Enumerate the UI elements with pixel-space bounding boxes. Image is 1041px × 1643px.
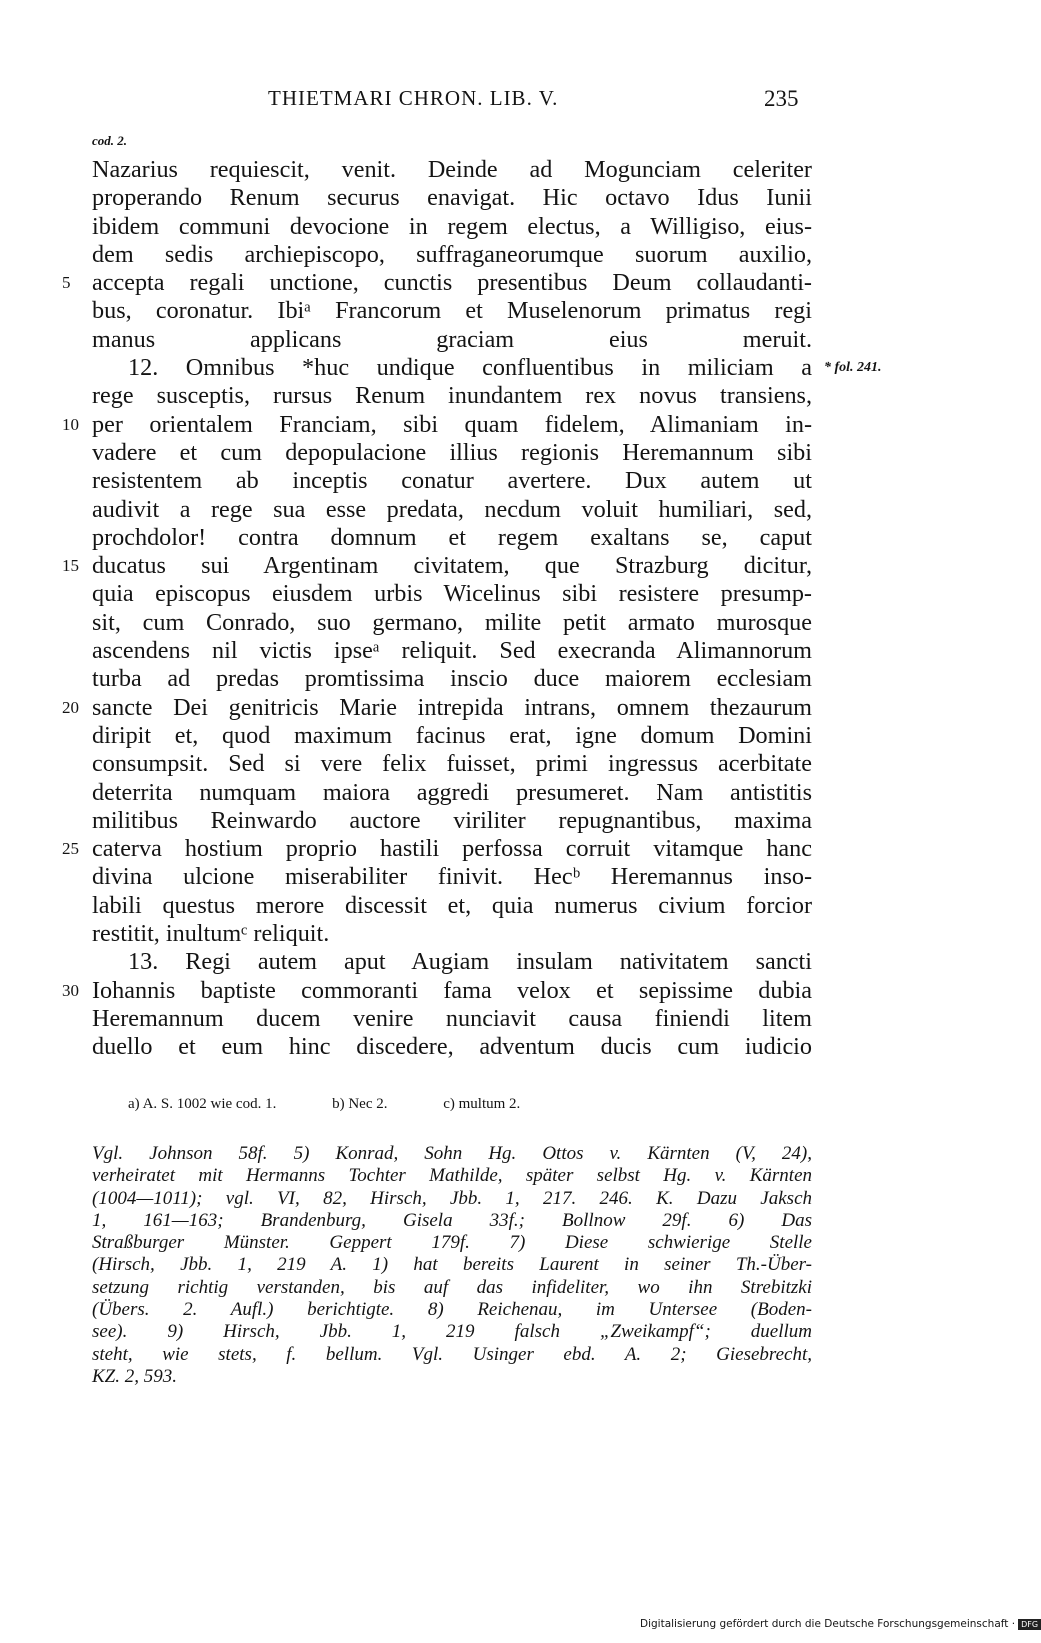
line-number: 30 [62,980,79,1000]
footnote-line: 1, 161—163; Brandenburg, Gisela 33f.; Bollnow 29f. 6) Das [92,1209,812,1231]
apparatus-note-b: b) Nec 2. [332,1096,388,1112]
line-text: accepta regali unctione, cunctis presentibus Deum collaudanti- [92,269,812,297]
line-text: 12. Omnibus *huc undique confluentibus in miliciam a [128,354,812,382]
text-line [92,665,812,693]
apparatus-criticus [128,1096,572,1113]
line-text: dem sedis archiepiscopo, suffraganeorumque suorum auxilio, [92,240,812,268]
line-number: 15 [62,556,79,576]
line-text: Nazarius requiescit, venit. Deinde ad Mogunciam celeriter [92,156,812,183]
footnote-line: (Übers. 2. Aufl.) berichtigte. 8) Reichenau, im Untersee (Boden- [92,1299,812,1321]
footnote-line: KZ. 2, 593. [92,1365,177,1387]
dfg-logo: DFG [1018,1619,1041,1630]
footnote-line: Straßburger Münster. Geppert 179f. 7) Diese schwierige Stelle [92,1232,812,1254]
text-line [92,241,812,269]
line-text: quia episcopus eiusdem urbis Wicelinus sibi resistere presump- [92,580,812,608]
line-text: sancte Dei genitricis Marie intrepida intrans, omnem thezaurum [92,693,812,721]
text-line [92,1005,812,1033]
text-line [92,156,812,184]
footnote-line: setzung richtig verstanden, bis auf das infideliter, wo ihn Strebitzki [92,1276,812,1298]
line-text: restitit, inultumᶜ reliquit. [92,920,330,948]
line-text: 13. Regi autem aput Augiam insulam nativitatem sancti [128,948,812,976]
text-line [92,213,812,241]
text-line [92,580,812,608]
text-line [92,779,812,807]
line-text: audivit a rege sua esse predata, necdum voluit humiliari, sed, [92,495,812,523]
line-text: militibus Reinwardo auctore viriliter repugnantibus, maxima [92,806,812,834]
line-text: duello et eum hinc discedere, adventum ducis cum iudicio [92,1033,812,1061]
text-line [92,892,812,920]
line-text: consumpsit. Sed si vere felix fuisset, primi ingressus acerbitate [92,750,812,778]
running-header: THIETMARI CHRON. LIB. V. [268,86,559,110]
line-text: labili questus merore discessit et, quia numerus civium forcior [92,891,812,919]
footnote-line: Vgl. Johnson 58f. 5) Konrad, Sohn Hg. Ottos v. Kärnten (V, 24), [92,1143,812,1164]
text-line [92,382,812,410]
text-line [92,609,812,637]
text-line [92,863,812,891]
text-line [92,948,812,976]
text-line [92,1033,812,1061]
text-line [92,326,812,354]
line-text: turba ad predas promtissima inscio duce maiorem ecclesiam [92,665,812,693]
line-number: 25 [62,839,79,859]
footnotes [92,1143,812,1388]
text-line [92,637,812,665]
footnote-line: verheiratet mit Hermanns Tochter Mathilde, später selbst Hg. v. Kärnten [92,1165,812,1187]
text-line [92,184,812,212]
line-text: ducatus sui Argentinam civitatem, que Strazburg dicitur, [92,552,812,580]
line-text: caterva hostium proprio hastili perfossa corruit vitamque hanc [92,835,812,863]
text-line [62,269,812,297]
line-number: 5 [62,273,71,293]
codex-note: cod. 2. [92,133,128,148]
apparatus-note-a: a) A. S. 1002 wie cod. 1. [128,1096,277,1112]
text-line [92,722,812,750]
line-text: ascendens nil victis ipseᵃ reliquit. Sed execranda Alimannorum [92,637,812,665]
line-text: prochdolor! contra domnum et regem exaltans se, caput [92,523,812,551]
line-text: resistentem ab inceptis conatur avertere. Dux autem ut [92,467,812,495]
line-text: bus, coronatur. Ibiᵃ Francorum et Muselenorum primatus regi [92,297,812,325]
main-text [62,156,882,1062]
text-line [92,439,812,467]
text-line [92,297,812,325]
line-text: sit, cum Conrado, suo germano, milite petit armato murosque [92,608,812,636]
text-line [62,552,812,580]
footnote-line: steht, wie stets, f. bellum. Vgl. Usinger ebd. A. 2; Giesebrecht, [92,1343,812,1365]
text-line [92,496,812,524]
line-text: Iohannis baptiste commoranti fama velox et sepissime dubia [92,976,812,1004]
line-text: deterrita numquam maiora aggredi presumeret. Nam antistitis [92,778,812,806]
page-number: 235 [764,86,799,111]
text-line [62,976,812,1005]
text-line [92,750,812,778]
line-text: manus applicans graciam eius meruit. [92,325,812,353]
digitization-footer [640,1618,1041,1630]
text-line [62,835,812,863]
line-text: per orientalem Franciam, sibi quam fidelem, Alimaniam in- [92,410,812,438]
line-text: divina ulcione miserabiliter finivit. Hecᵇ Heremannus inso- [92,863,812,891]
text-line [92,920,812,948]
line-text: ibidem communi devocione in regem electus, a Willigiso, eius- [92,212,812,240]
footnote-line: see). 9) Hirsch, Jbb. 1, 219 falsch „Zweikampf“; duellum [92,1321,812,1343]
text-line [92,354,882,382]
line-text: Heremannum ducem venire nunciavit causa finiendi litem [92,1004,812,1032]
text-line [92,807,812,835]
text-line [92,524,812,552]
apparatus-note-c: c) multum 2. [443,1096,521,1112]
line-text: properando Renum securus enavigat. Hic octavo Idus Iunii [92,184,812,212]
text-line [92,467,812,495]
line-text: rege susceptis, rursus Renum inundantem rex novus transiens, [92,382,812,410]
line-number: 20 [62,697,79,717]
folio-margin-note: * fol. 241. [824,360,882,376]
text-line [62,693,812,722]
line-text: diripit et, quod maximum facinus erat, igne domum Domini [92,721,812,749]
line-number: 10 [62,414,79,434]
line-text: vadere et cum depopulacione illius regionis Heremannum sibi [92,438,812,466]
footnote-line: (Hirsch, Jbb. 1, 219 A. 1) hat bereits Laurent in seiner Th.-Über- [92,1254,812,1276]
footnote-line: (1004—1011); vgl. VI, 82, Hirsch, Jbb. 1, 217. 246. K. Dazu Jaksch [92,1187,812,1209]
text-line [62,410,812,439]
footer-text: Digitalisierung gefördert durch die Deutsche Forschungsgemeinschaft · [640,1618,1016,1630]
